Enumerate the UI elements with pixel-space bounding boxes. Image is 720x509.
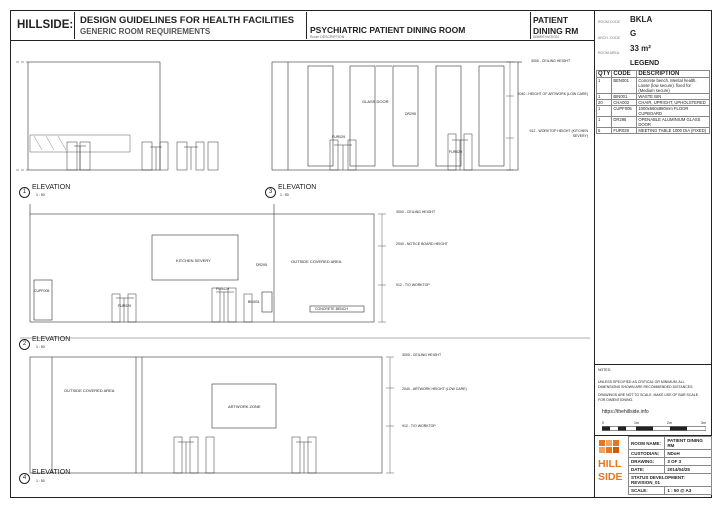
- legend-description: MEETING TABLE 1000 DIA (FIXED): [637, 128, 710, 134]
- title-block-row: [629, 458, 712, 466]
- legend-description: WASTE BIN: [637, 94, 710, 100]
- hillside-logo: [597, 438, 623, 492]
- worktop-height-label: 912 - T/O WORKTOP: [396, 283, 430, 287]
- legend-row: [597, 106, 710, 117]
- legend-code: CUPF005: [612, 106, 637, 117]
- custodian-label: CUSTODIAN:: [629, 450, 665, 458]
- room-title-caption: Room DESCRIPTION: [310, 35, 345, 39]
- room-name-value: PATIENT DINING RM: [665, 437, 712, 450]
- custodian-value: NDoH: [665, 450, 712, 458]
- room-code-label: ROOM CODE: [598, 20, 620, 24]
- title-block-row: [629, 487, 712, 495]
- doc-title: DESIGN GUIDELINES FOR HEALTH FACILITIES: [80, 15, 295, 26]
- right-column-divider: [594, 10, 595, 498]
- table-chair-set: [142, 142, 218, 170]
- elevation-3-title: ELEVATION: [278, 184, 317, 191]
- kitchen-servery-label: KITCHEN SEVERY: [176, 258, 211, 263]
- notes-divider: [594, 364, 712, 365]
- elevation-1-marker: 1: [19, 187, 30, 198]
- dimension-lines: [378, 62, 514, 473]
- legend-code: FUR029: [612, 128, 637, 134]
- cupboard-code-label: CUPF005: [34, 289, 50, 293]
- legend-code: CHA002: [612, 100, 637, 106]
- elevation-2-scale: 1 : 50: [36, 345, 45, 349]
- date-label: DATE:: [629, 466, 665, 474]
- drawing-label: DRAWING:: [629, 458, 665, 466]
- date-value: 2014/04/25: [665, 466, 712, 474]
- scale-bar: [602, 426, 706, 431]
- scale-label-2m: 2m: [667, 421, 672, 425]
- drawing-value: 3 OF 3: [665, 458, 712, 466]
- elevation-1-scale: 1 : 50: [36, 193, 45, 197]
- note-scale: DRAWINGS ARE NOT TO SCALE, MAKE USE OF BAR SCALE FOR DIMENTIONING.: [598, 393, 699, 402]
- title-block: [628, 436, 712, 495]
- legend-qty: 20: [597, 100, 612, 106]
- legend-row: [597, 100, 710, 106]
- elevation-1-title: ELEVATION: [32, 184, 71, 191]
- scale-label-0: 0: [602, 421, 604, 425]
- scale-label: SCALE:: [629, 487, 665, 495]
- legend-qty: 1: [597, 106, 612, 117]
- legend-description: CHAIR, UPRIGHT, UPHOLSTERED: [637, 100, 710, 106]
- arch-code-label: ARCH. CODE: [598, 36, 620, 40]
- title-block-row: [629, 474, 712, 487]
- artwork-zone-label: ARTWORK ZONE: [228, 404, 261, 409]
- ceiling-height-label: 3000 - CEILING HEIGHT: [531, 59, 571, 63]
- header-divider: [530, 12, 531, 39]
- elevation-1-drawing: [16, 62, 218, 170]
- room-name-label: ROOM NAME:: [629, 437, 665, 450]
- room-title: PSYCHIATRIC PATIENT DINING ROOM: [310, 25, 466, 35]
- concrete-bench-label: CONCRETE BENCH: [315, 307, 348, 311]
- header-divider: [74, 12, 75, 39]
- covered-area-label: OUTSIDE COVERED AREA: [291, 259, 342, 264]
- legend-row: [597, 117, 710, 128]
- title-block-row: [629, 466, 712, 474]
- ceiling-height-label: 3000 - CEILING HEIGHT: [396, 210, 436, 214]
- scale-label-1m: 1m: [634, 421, 639, 425]
- note-dimensions: UNLESS SPECIFIED AS CRITICAL OR MINIMUM, ALL DIMENSIONS SHOWN ARE RECOMMENDED DISTANCES.: [598, 380, 694, 389]
- elevation-4-drawing: [30, 357, 382, 473]
- legend-qty: 5: [597, 128, 612, 134]
- brand-title: HILLSIDE:: [17, 19, 74, 31]
- legend-description: 1000x560x880mm FLOOR CUPBOARD: [637, 106, 710, 117]
- covered-area-label: OUTSIDE COVERED AREA: [64, 388, 115, 393]
- bin-code-label: BIN001: [248, 300, 260, 304]
- room-short: PATIENT DINING RM: [533, 15, 579, 36]
- ceiling-height-label: 3000 - CEILING HEIGHT: [402, 353, 442, 357]
- legend-header-qty: QTY: [598, 71, 611, 77]
- artwork-height-label: 2040 - ARTWORK HEIGHT (LOW CARE): [402, 387, 467, 391]
- legend-description: Concrete bench. Mental health. Loose (low secure). fixed for (Medium secure): [637, 78, 710, 94]
- elevation-3-marker: 3: [265, 187, 276, 198]
- notes-title: NOTES:: [598, 368, 612, 372]
- notice-board-height-label: 2040 - NOTICE BOARD HEIGHT: [396, 242, 448, 246]
- legend-header-description: DESCRIPTION: [637, 71, 710, 78]
- legend-code: BEN001: [612, 78, 637, 94]
- scale-value: 1 : 50 @ A3: [665, 487, 712, 495]
- room-short-caption: ABBREVIATION: [533, 35, 559, 39]
- furniture-code-label: FUR029: [332, 135, 346, 139]
- svg-text:HILL: HILL: [598, 458, 622, 470]
- elevation-4-title: ELEVATION: [32, 469, 71, 476]
- legend-qty: 1: [597, 78, 612, 94]
- room-code-value: BKLA: [630, 15, 653, 24]
- status-development: STATUS DEVELOPMENT: REVISION_01: [629, 474, 712, 487]
- artwork-height-label: 2040 - HEIGHT OF ARTWORK (LOW CARE): [517, 92, 588, 96]
- furniture-code-label: FUR029: [449, 150, 463, 154]
- title-block-row: [629, 437, 712, 450]
- room-area-label: ROOM AREA: [598, 51, 620, 55]
- elevation-3-scale: 1 : 50: [280, 193, 289, 197]
- legend-qty: 1: [597, 94, 612, 100]
- legend-row: [597, 78, 710, 94]
- drawing-area: [12, 42, 592, 497]
- legend-code: BIN001: [612, 94, 637, 100]
- elevation-4-marker: 4: [19, 473, 30, 484]
- legend-description: OPENABLE ALUMINIUM GLASS DOOR: [637, 117, 710, 128]
- glass-door-label: GLASS DOOR: [362, 99, 389, 104]
- header-divider: [306, 12, 307, 39]
- svg-text:SIDE: SIDE: [598, 471, 623, 483]
- elevation-3-drawing: [272, 62, 522, 170]
- scale-label-3m: 3m: [701, 421, 706, 425]
- legend-code: DR295: [612, 117, 637, 128]
- elevation-2-marker: 2: [19, 339, 30, 350]
- elevation-2-title: ELEVATION: [32, 336, 71, 343]
- worktop-height-label: 912 - T/O WORKTOP: [402, 424, 436, 428]
- room-area-value: 33 m²: [630, 44, 651, 53]
- legend-qty: 1: [597, 117, 612, 128]
- door-code-label: DR295: [405, 112, 416, 116]
- title-block-row: [629, 450, 712, 458]
- doc-subtitle: GENERIC ROOM REQUIREMENTS: [80, 27, 211, 36]
- elevation-4-scale: 1 : 50: [36, 479, 45, 483]
- legend-header-code: CODE: [612, 71, 637, 78]
- furniture-code-label: FUR029: [118, 304, 132, 308]
- header-bottom-line: [10, 40, 594, 41]
- legend-row: [597, 128, 710, 134]
- furniture-code-label: FUR029: [216, 287, 230, 291]
- legend-title: LEGEND: [630, 60, 660, 67]
- legend-table: [596, 70, 710, 134]
- table-chair-set: [67, 142, 90, 170]
- door-code-label: DR295: [256, 263, 267, 267]
- arch-code-value: G: [630, 29, 637, 38]
- worktop-height-label: 912 - WORKTOP HEIGHT (KITCHEN SEVERY): [529, 129, 588, 138]
- website-link[interactable]: https://thehillside.info: [602, 409, 649, 415]
